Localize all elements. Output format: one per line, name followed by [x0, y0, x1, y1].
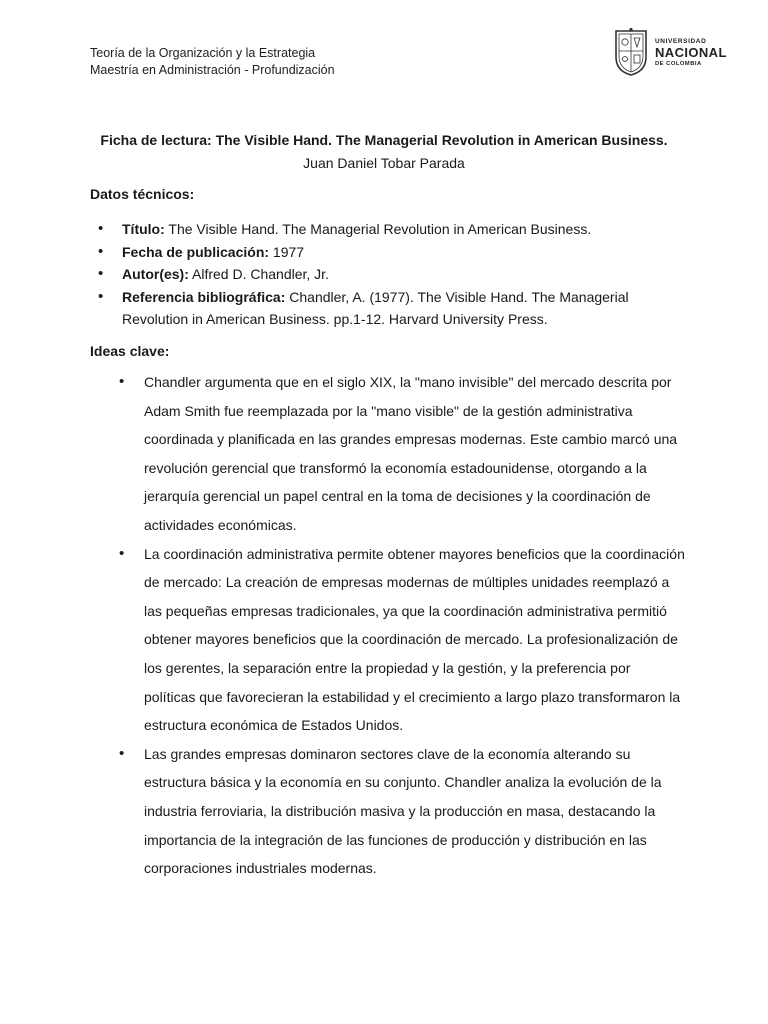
- university-name: [655, 37, 727, 68]
- datos-tecnicos-list: [90, 218, 670, 331]
- logo-line-1: UNIVERSIDAD: [655, 37, 707, 45]
- item-value: Alfred D. Chandler, Jr.: [188, 266, 329, 282]
- list-item: [90, 286, 670, 331]
- university-logo: [612, 26, 732, 78]
- document-header: [90, 45, 335, 79]
- list-item: [90, 241, 670, 264]
- list-item: • Las grandes empresas dominaron sectores clave de la economía alterando su estructura básica y la economía en su conjunto. Chandler analiza la evolución de la industria ferroviaria, la distribución masiva y la producción en masa, destacando la importancia de la integración de las funciones de producción y distribución en las corporaciones industriales modernas.: [117, 740, 685, 883]
- program-name: Maestría en Administración - Profundización: [90, 63, 335, 77]
- document-title: Ficha de lectura: The Visible Hand. The Managerial Revolution in American Business.: [100, 132, 668, 148]
- list-item: • Chandler argumenta que en el siglo XIX, la "mano invisible" del mercado descrita por Adam Smith fue reemplazada por la "mano visible" de la gestión administrativa coordinada y planificada en las grandes empresas modernas. Este cambio marcó una revolución gerencial que transformó la economía estadounidense, otorgando a la jerarquía gerencial un papel central en la toma de decisiones y la coordinación de actividades económicas.: [117, 368, 685, 540]
- list-item: [90, 263, 670, 286]
- list-item: • La coordinación administrativa permite obtener mayores beneficios que la coordinación de mercado: La creación de empresas modernas de múltiples unidades reemplazó a las pequeñas empresas tradicionales, ya que la coordinación administrativa permitió obtener mayores beneficios que la coordinación de mercado. La profesionalización de los gerentes, la separación entre la propiedad y la gestión, y la preferencia por políticas que favorecieran la estabilidad y el crecimiento a largo plazo transformaron la estructura económica de Estados Unidos.: [117, 540, 685, 740]
- item-value: 1977: [269, 243, 305, 260]
- item-value: Chandler, A. (1977). The Visible Hand. The Managerial Revolution in American Business. pp.1-12. Harvard University Press.: [122, 288, 629, 327]
- item-label: Autor(es):: [122, 266, 189, 282]
- course-name: Teoría de la Organización y la Estrategia: [90, 46, 316, 60]
- item-label: Título:: [122, 221, 165, 237]
- document-author: Juan Daniel Tobar Parada: [303, 155, 465, 171]
- university-seal-icon: [612, 27, 650, 77]
- list-item: [90, 218, 670, 241]
- item-value: The Visible Hand. The Managerial Revolution in American Business.: [164, 221, 592, 237]
- item-label: Referencia bibliográfica:: [122, 288, 286, 305]
- ideas-clave-heading: Ideas clave:: [90, 343, 170, 359]
- ideas-clave-list: [117, 368, 685, 883]
- logo-line-2: NACIONAL: [655, 44, 727, 60]
- datos-tecnicos-heading: Datos técnicos:: [90, 186, 195, 202]
- logo-line-3: DE COLOMBIA: [655, 60, 702, 67]
- item-label: Fecha de publicación:: [122, 243, 270, 260]
